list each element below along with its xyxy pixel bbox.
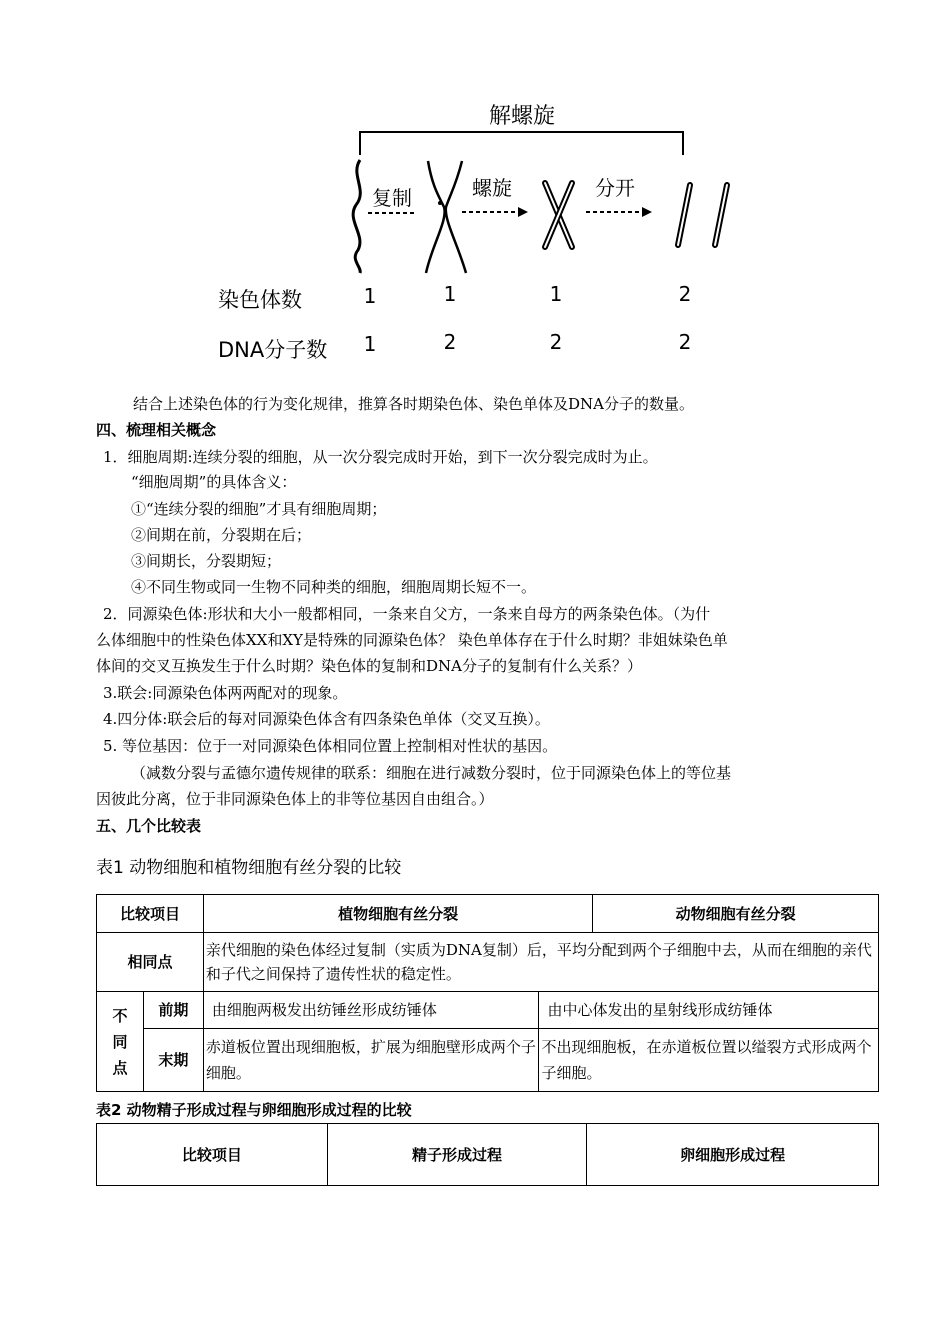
separated-chromosome-a-core — [678, 185, 690, 245]
table2-header-egg: 卵细胞形成过程 — [587, 1124, 879, 1186]
concept-cell-cycle: 1．细胞周期:连续分裂的细胞，从一次分裂完成时开始，到下一次分裂完成时为止。 — [103, 448, 658, 466]
diff-char-1: 不 — [112, 1006, 128, 1025]
diff-char-3: 点 — [112, 1058, 128, 1077]
gametogenesis-comparison-table — [96, 1123, 879, 1186]
coil-arrowhead — [518, 207, 528, 217]
table2-header-sperm: 精子形成过程 — [327, 1124, 587, 1186]
table1-header-animal: 动物细胞有丝分裂 — [593, 895, 879, 933]
replicate-label: 复制 — [372, 186, 412, 210]
chromatid-left — [426, 161, 445, 273]
table2-caption: 表2 动物精子形成过程与卵细胞形成过程的比较 — [96, 1101, 412, 1119]
concept-tetrad: 4.四分体:联会后的每对同源染色体含有四条染色单体（交叉互换）。 — [103, 710, 550, 728]
table1-telophase-label: 末期 — [143, 1029, 203, 1092]
concept-synapsis: 3.联会:同源染色体两两配对的现象。 — [103, 684, 348, 702]
cell-cycle-point-3: ③间期长，分裂期短； — [131, 552, 282, 570]
chromosome-count-label: 染色体数 — [218, 288, 302, 312]
table1-telophase-animal: 不出现细胞板，在赤道板位置以缢裂方式形成两个子细胞。 — [539, 1029, 879, 1092]
cell-cycle-point-1: ①“连续分裂的细胞”才具有细胞周期； — [131, 500, 387, 518]
chromosome-diagram — [200, 95, 760, 370]
chromatin-stage1 — [353, 160, 360, 273]
cell-cycle-point-2: ②间期在前，分裂期在后； — [131, 526, 312, 544]
concept-homologous-line2: 么体细胞中的性染色体XX和XY是特殊的同源染色体？ 染色单体存在于什么时期？非姐妹染色单 — [96, 631, 728, 649]
chromosome-count-2: 1 — [443, 282, 457, 306]
table1-prophase-label: 前期 — [143, 992, 203, 1029]
table1-prophase-plant: 由细胞两极发出纺锤丝形成纺锤体 — [203, 992, 539, 1029]
concept-homologous-line3: 体间的交叉互换发生于什么时期？染色体的复制和DNA分子的复制有什么关系？） — [96, 657, 642, 675]
concept-homologous-line1: 2．同源染色体:形状和大小一般都相同，一条来自父方，一条来自母方的两条染色体。（为什 — [103, 605, 711, 623]
table1-same-label: 相同点 — [97, 933, 204, 992]
table1-diff-label — [97, 992, 144, 1092]
table1-telophase-plant: 赤道板位置出现细胞板，扩展为细胞壁形成两个子细胞。 — [203, 1029, 539, 1092]
chromosome-count-1: 1 — [363, 284, 377, 308]
cell-cycle-point-4: ④不同生物或同一生物不同种类的细胞，细胞周期长短不一。 — [131, 578, 537, 596]
diff-char-2: 同 — [112, 1032, 128, 1051]
chromosome-diagram-svg — [200, 95, 760, 370]
unwind-bracket — [360, 132, 683, 155]
table1-header-item: 比较项目 — [97, 895, 204, 933]
mitosis-comparison-table — [96, 894, 879, 1092]
dna-count-2: 2 — [443, 330, 457, 354]
section5-heading: 五、几个比较表 — [96, 817, 202, 835]
chromosome-count-4: 2 — [678, 282, 692, 306]
separated-chromosome-b-core — [715, 185, 727, 245]
dna-count-4: 2 — [678, 330, 692, 354]
chromatid-right — [446, 161, 466, 273]
unwind-label: 解螺旋 — [488, 104, 556, 129]
centromere — [438, 201, 442, 205]
meiosis-note-line1: （减数分裂与孟德尔遗传规律的联系：细胞在进行减数分裂时，位于同源染色体上的等位基 — [131, 764, 732, 782]
table1-prophase-animal: 由中心体发出的星射线形成纺锤体 — [539, 992, 879, 1029]
cell-cycle-subheading: “细胞周期”的具体含义： — [131, 473, 297, 491]
separate-label: 分开 — [595, 176, 635, 200]
chromosome-count-3: 1 — [549, 282, 563, 306]
dna-count-1: 1 — [363, 332, 377, 356]
intro-text: 结合上述染色体的行为变化规律，推算各时期染色体、染色单体及DNA分子的数量。 — [133, 395, 694, 413]
table1-header-plant: 植物细胞有丝分裂 — [203, 895, 592, 933]
dna-count-3: 2 — [549, 330, 563, 354]
dna-count-label: DNA分子数 — [218, 338, 328, 362]
concept-allele: 5. 等位基因：位于一对同源染色体相同位置上控制相对性状的基因。 — [103, 737, 558, 755]
meiosis-note-line2: 因彼此分离，位于非同源染色体上的非等位基因自由组合。） — [96, 790, 494, 808]
coil-label: 螺旋 — [472, 176, 512, 200]
table1-caption: 表1 动物细胞和植物细胞有丝分裂的比较 — [96, 858, 402, 878]
section4-heading: 四、梳理相关概念 — [96, 421, 217, 439]
table1-same-text: 亲代细胞的染色体经过复制（实质为DNA复制）后，平均分配到两个子细胞中去，从而在细胞的亲代和子代之间保持了遗传性状的稳定性。 — [203, 933, 878, 992]
separate-arrowhead — [642, 207, 652, 217]
table2-header-item: 比较项目 — [97, 1124, 328, 1186]
